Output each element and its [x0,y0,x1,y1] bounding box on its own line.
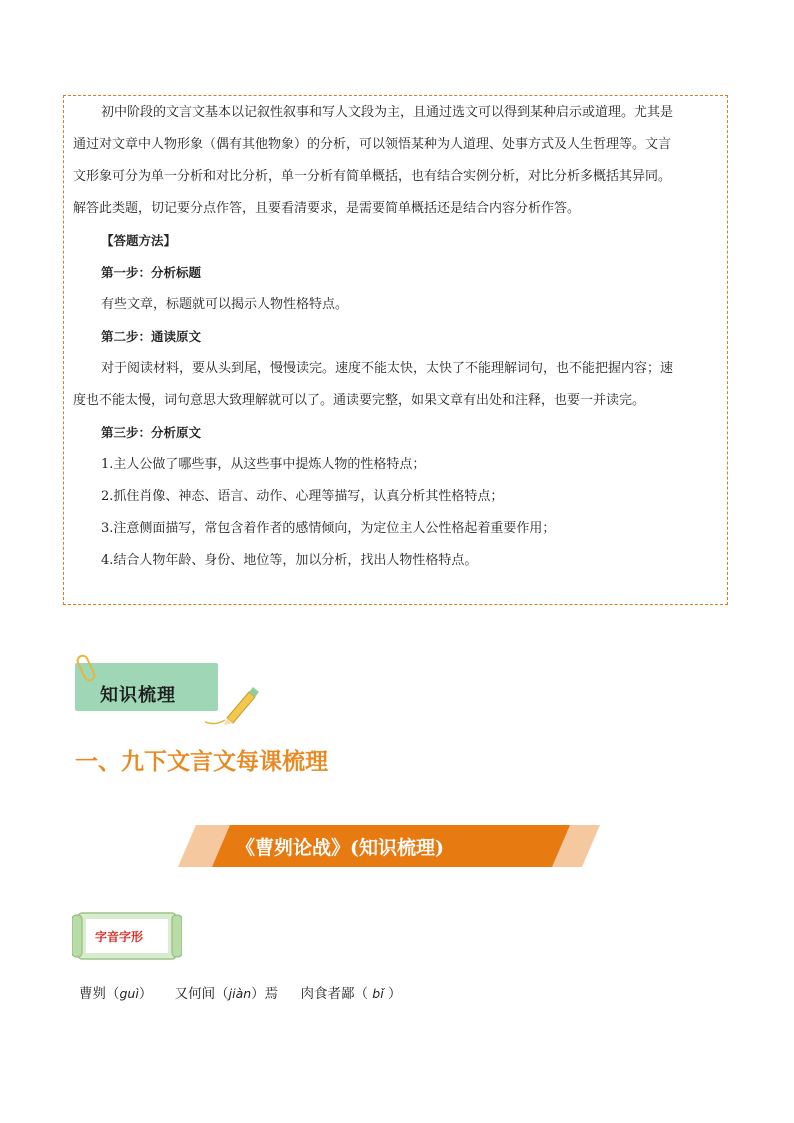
pencil-icon [205,682,260,727]
step1-text: 有些文章，标题就可以揭示人物性格特点。 [101,297,349,312]
scroll-label: 字音字形 [95,930,144,944]
vocab-item: 肉食者鄙（ bǐ ） [300,986,402,1002]
step3-item: 2.抓住肖像、神态、语言、动作、心理等描写，认真分析其性格特点； [101,489,504,504]
intro-line: 解答此类题，切记要分点作答，且要看清要求，是需要简单概括还是结合内容分析作答。 [73,201,581,216]
step3-item: 4.结合人物年龄、身份、地位等，加以分析，找出人物性格特点。 [101,553,478,568]
step2-text: 对于阅读材料，要从头到尾，慢慢读完。速度不能太快，太快了不能理解词句，也不能把握内容；速 [101,361,674,376]
vocab-line [79,982,419,1002]
section-title: 一、九下文言文每课梳理 [75,748,328,775]
vocab-item: 又何间（jiàn）焉 [174,986,279,1002]
intro-line: 文形象可分为单一分析和对比分析，单一分析有简单概括，也有结合实例分析，对比分析多概括其异同。 [73,169,672,184]
intro-line: 通过对文章中人物形象（偶有其他物象）的分析，可以领悟某种为人道理、处事方式及人生哲理等。文言 [73,137,672,152]
step3-title: 第三步：分析原文 [101,425,202,440]
step3-item: 3.注意侧面描写，常包含着作者的感情倾向，为定位主人公性格起着重要作用； [101,521,556,536]
vocab-item: 曹刿（guì） [79,986,153,1002]
step2-title: 第二步：通读原文 [101,329,202,344]
step2-text: 度也不能太慢，词句意思大致理解就可以了。通读要完整，如果文章有出处和注释，也要一并读完。 [73,393,646,408]
step3-item: 1.主人公做了哪些事，从这些事中提炼人物的性格特点； [101,457,426,472]
lesson-title: 《曹刿论战》(知识梳理) [236,837,444,859]
step1-title: 第一步：分析标题 [101,265,202,280]
method-heading: 【答题方法】 [101,233,177,248]
banner-label: 知识梳理 [100,685,176,706]
intro-line: 初中阶段的文言文基本以记叙性叙事和写人文段为主，且通过选文可以得到某种启示或道理。尤其是 [101,105,674,120]
